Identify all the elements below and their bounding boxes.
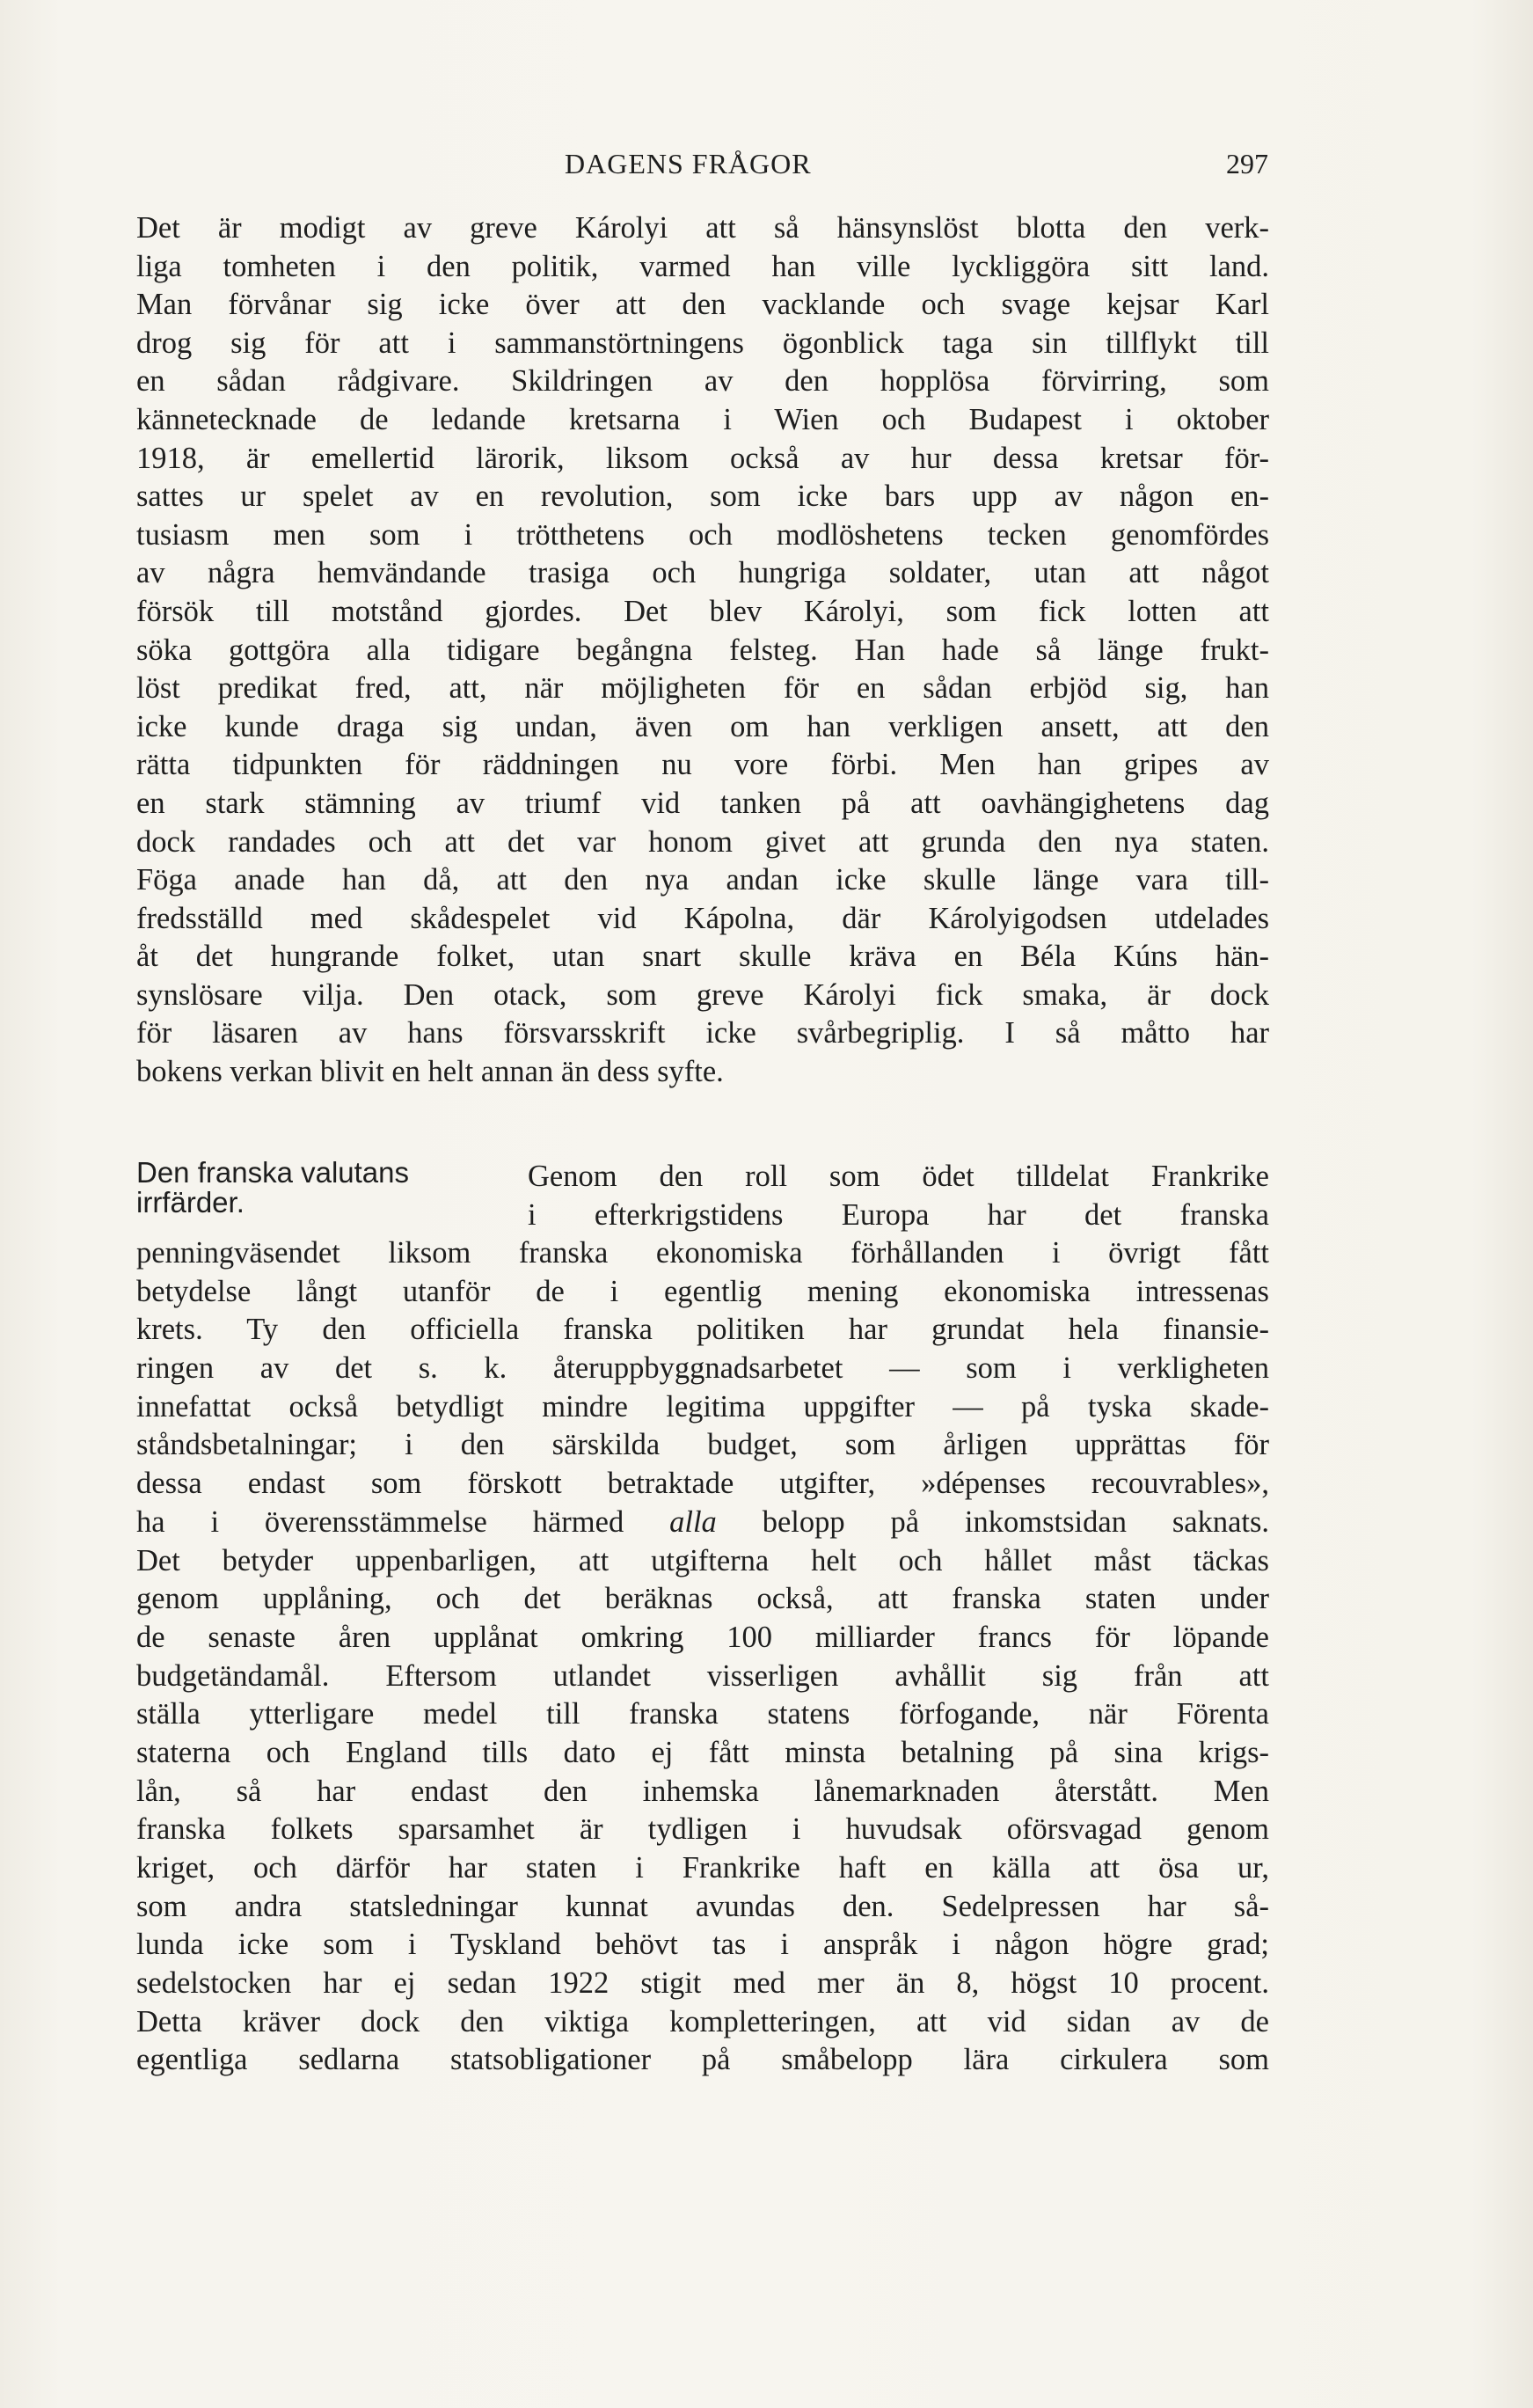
text-line: staterna och England tills dato ej fått minsta betalning på sina krigs- — [136, 1735, 1269, 1769]
text-line: av några hemvändande trasiga och hungriga soldater, utan att något — [136, 556, 1269, 590]
section-body — [136, 1234, 1269, 2080]
text-line: en stark stämning av triumf vid tanken på att oavhängighetens dag — [136, 786, 1269, 820]
text-line: drog sig för att i sammanstörtningens ögonblick taga sin tillflykt till — [136, 326, 1269, 360]
text-line: krets. Ty den officiella franska politiken har grundat hela finansie- — [136, 1313, 1269, 1347]
text-line: egentliga sedlarna statsobligationer på småbelopp lära cirkulera som — [136, 2043, 1269, 2077]
text-line: franska folkets sparsamhet är tydligen i huvudsak oförsvagad genom — [136, 1812, 1269, 1847]
text-line: Det är modigt av greve Károlyi att så hänsynslöst blotta den verk- — [136, 211, 1269, 245]
text-line: Det betyder uppenbarligen, att utgifterna helt och hållet måst täckas — [136, 1543, 1269, 1577]
text-line-with-italic — [136, 1504, 1269, 1542]
text-line: Man förvånar sig icke över att den vacklande och svage kejsar Karl — [136, 288, 1269, 322]
text-line: budgetändamål. Eftersom utlandet visserligen avhållit sig från att — [136, 1658, 1269, 1693]
paragraph-karolyi — [136, 209, 1269, 1092]
text-line: dock randades och att det var honom givet att grunda den nya staten. — [136, 824, 1269, 859]
text-line: Detta kräver dock den viktiga kompletteringen, att vid sidan av de — [136, 2004, 1269, 2038]
text-line: Föga anade han då, att den nya andan icke skulle länge vara till- — [136, 863, 1269, 897]
page-number: 297 — [1226, 148, 1268, 179]
text-line: genom upplåning, och det beräknas också, att franska staten under — [136, 1582, 1269, 1616]
text-line: 1918, är emellertid lärorik, liksom också av hur dessa kretsar för- — [136, 441, 1269, 475]
text-line: försök till motstånd gjordes. Det blev Károlyi, som fick lotten att — [136, 594, 1269, 628]
text-line: icke kunde draga sig undan, även om han verkligen ansett, att den — [136, 709, 1269, 743]
text-line: innefattat också betydligt mindre legitima uppgifter — på tyska skade- — [136, 1389, 1269, 1424]
text-line: ståndsbetalningar; i den särskilda budget, som årligen upprättas för — [136, 1428, 1269, 1462]
text-line: sattes ur spelet av en revolution, som icke bars upp av någon en- — [136, 479, 1269, 514]
text-line: synslösare vilja. Den otack, som greve Károlyi fick smaka, är dock — [136, 977, 1269, 1012]
section-heading — [136, 1158, 506, 1218]
text-segment: ha i överensstämmelse härmed — [136, 1504, 624, 1539]
text-line: söka gottgöra alla tidigare begångna felsteg. Han hade så länge frukt- — [136, 633, 1269, 667]
text-line: lunda icke som i Tyskland behövt tas i anspråk i någon högre grad; — [136, 1928, 1269, 1962]
text-line: rätta tidpunkten för räddningen nu vore förbi. Men han gripes av — [136, 748, 1269, 782]
text-line: lån, så har endast den inhemska lånemarknaden återstått. Men — [136, 1774, 1269, 1808]
text-line: fredsställd med skådespelet vid Kápolna, där Károlyigodsen utdelades — [136, 901, 1269, 935]
text-line: som andra statsledningar kunnat avundas den. Sedelpressen har så- — [136, 1889, 1269, 1923]
text-line: kriget, och därför har staten i Frankrike haft en källa att ösa ur, — [136, 1851, 1269, 1885]
text-line: kännetecknade de ledande kretsarna i Wien och Budapest i oktober — [136, 402, 1269, 436]
text-line: för läsaren av hans försvarsskrift icke svårbegriplig. I så måtto har — [136, 1016, 1269, 1050]
text-line: ställa ytterligare medel till franska statens förfogande, när Förenta — [136, 1697, 1269, 1731]
text-line: Genom den roll som ödet tilldelat Frankrike — [528, 1160, 1269, 1193]
section-heading-line: irrfärder. — [136, 1186, 245, 1219]
section-opening-lines — [528, 1158, 1269, 1234]
italic-word: alla — [669, 1504, 717, 1539]
text-line: tusiasm men som i trötthetens och modlöshetens tecken genomfördes — [136, 517, 1269, 552]
text-line: i efterkrigstidens Europa har det franska — [528, 1197, 1269, 1232]
text-line: en sådan rådgivare. Skildringen av den hopplösa förvirring, som — [136, 364, 1269, 399]
text-line: de senaste åren upplånat omkring 100 milliarder francs för löpande — [136, 1620, 1269, 1654]
text-line: penningväsendet liksom franska ekonomiska förhållanden i övrigt fått — [136, 1236, 1269, 1270]
running-title: DAGENS FRÅGOR — [565, 148, 812, 179]
text-line: löst predikat fred, att, när möjligheten för en sådan erbjöd sig, han — [136, 671, 1269, 706]
page-header — [134, 148, 1268, 192]
text-line: åt det hungrande folket, utan snart skulle kräva en Béla Kúns hän- — [136, 940, 1269, 974]
text-line: dessa endast som förskott betraktade utgifter, »dépenses recouvrables», — [136, 1467, 1269, 1501]
text-line: liga tomheten i den politik, varmed han ville lyckliggöra sitt land. — [136, 249, 1269, 283]
text-line: betydelse långt utanför de i egentlig mening ekonomiska intressenas — [136, 1274, 1269, 1308]
text-line: sedelstocken har ej sedan 1922 stigit med mer än 8, högst 10 procent. — [136, 1966, 1269, 2001]
section-heading-line: Den franska valutans — [136, 1156, 410, 1189]
text-segment: belopp på inkomstsidan saknats. — [762, 1504, 1270, 1539]
text-line: bokens verkan blivit en helt annan än dess syfte. — [136, 1055, 724, 1089]
text-line: ringen av det s. k. återuppbyggnadsarbetet — som i verkligheten — [136, 1351, 1269, 1386]
